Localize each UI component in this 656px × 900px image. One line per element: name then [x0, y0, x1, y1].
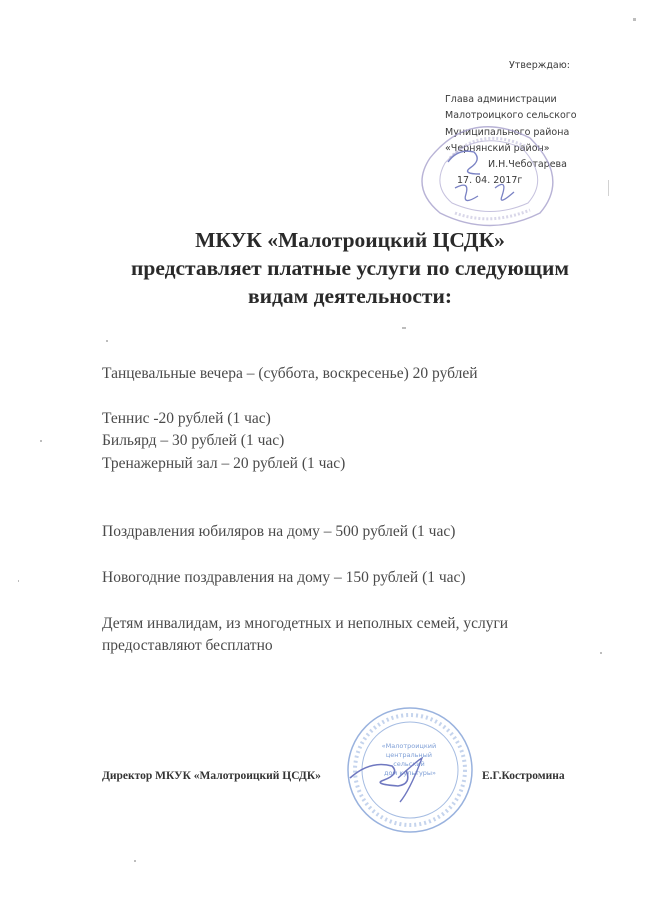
stamp-center-text: «Малотроицкий центральный сельский дом культуры»	[381, 742, 437, 777]
scan-speck	[402, 327, 406, 329]
approval-line-position: Глава администрации	[445, 94, 557, 105]
scan-speck	[106, 340, 108, 342]
scan-speck	[134, 860, 136, 862]
service-jubilee-greetings: Поздравления юбиляров на дому – 500 рублей (1 час)	[102, 523, 456, 540]
page-title	[90, 226, 610, 310]
scan-speck	[633, 18, 636, 21]
approval-line-settlement: Малотроицкого сельского	[445, 110, 577, 122]
approval-line-district: Муниципального района	[445, 126, 570, 138]
service-dance-evenings: Танцевальные вечера – (суббота, воскресенье) 20 рублей	[102, 365, 478, 382]
title-line-services: представляет платные услуги по следующим	[131, 256, 569, 280]
scan-speck	[600, 652, 602, 654]
approval-stamp-icon	[410, 118, 570, 228]
service-tennis: Теннис -20 рублей (1 час)	[102, 410, 271, 427]
director-name: Е.Г.Костромина	[482, 770, 565, 782]
scan-speck	[608, 180, 609, 196]
organization-stamp-icon	[340, 700, 480, 840]
service-new-year-greetings: Новогодние поздравления на дому – 150 рублей (1 час)	[102, 569, 466, 586]
approval-line-date: 17. 04. 2017г	[457, 175, 523, 187]
approval-line-name: И.Н.Чеботарева	[488, 159, 567, 171]
title-line-activities: видам деятельности:	[247, 284, 453, 308]
title-line-organization: МКУК «Малотроицкий ЦСДК»	[195, 228, 505, 252]
approval-line-region: «Чернянский район»	[445, 142, 550, 154]
director-label: Директор МКУК «Малотроицкий ЦСДК»	[102, 770, 321, 782]
scan-speck	[18, 580, 19, 582]
service-gym: Тренажерный зал – 20 рублей (1 час)	[102, 455, 346, 472]
scan-speck	[40, 440, 42, 442]
free-services-note: Детям инвалидам, из многодетных и неполных семей, услуги предоставляют бесплатно	[102, 615, 509, 654]
service-billiards: Бильярд – 30 рублей (1 час)	[102, 432, 285, 449]
approval-heading: Утверждаю:	[509, 60, 570, 71]
